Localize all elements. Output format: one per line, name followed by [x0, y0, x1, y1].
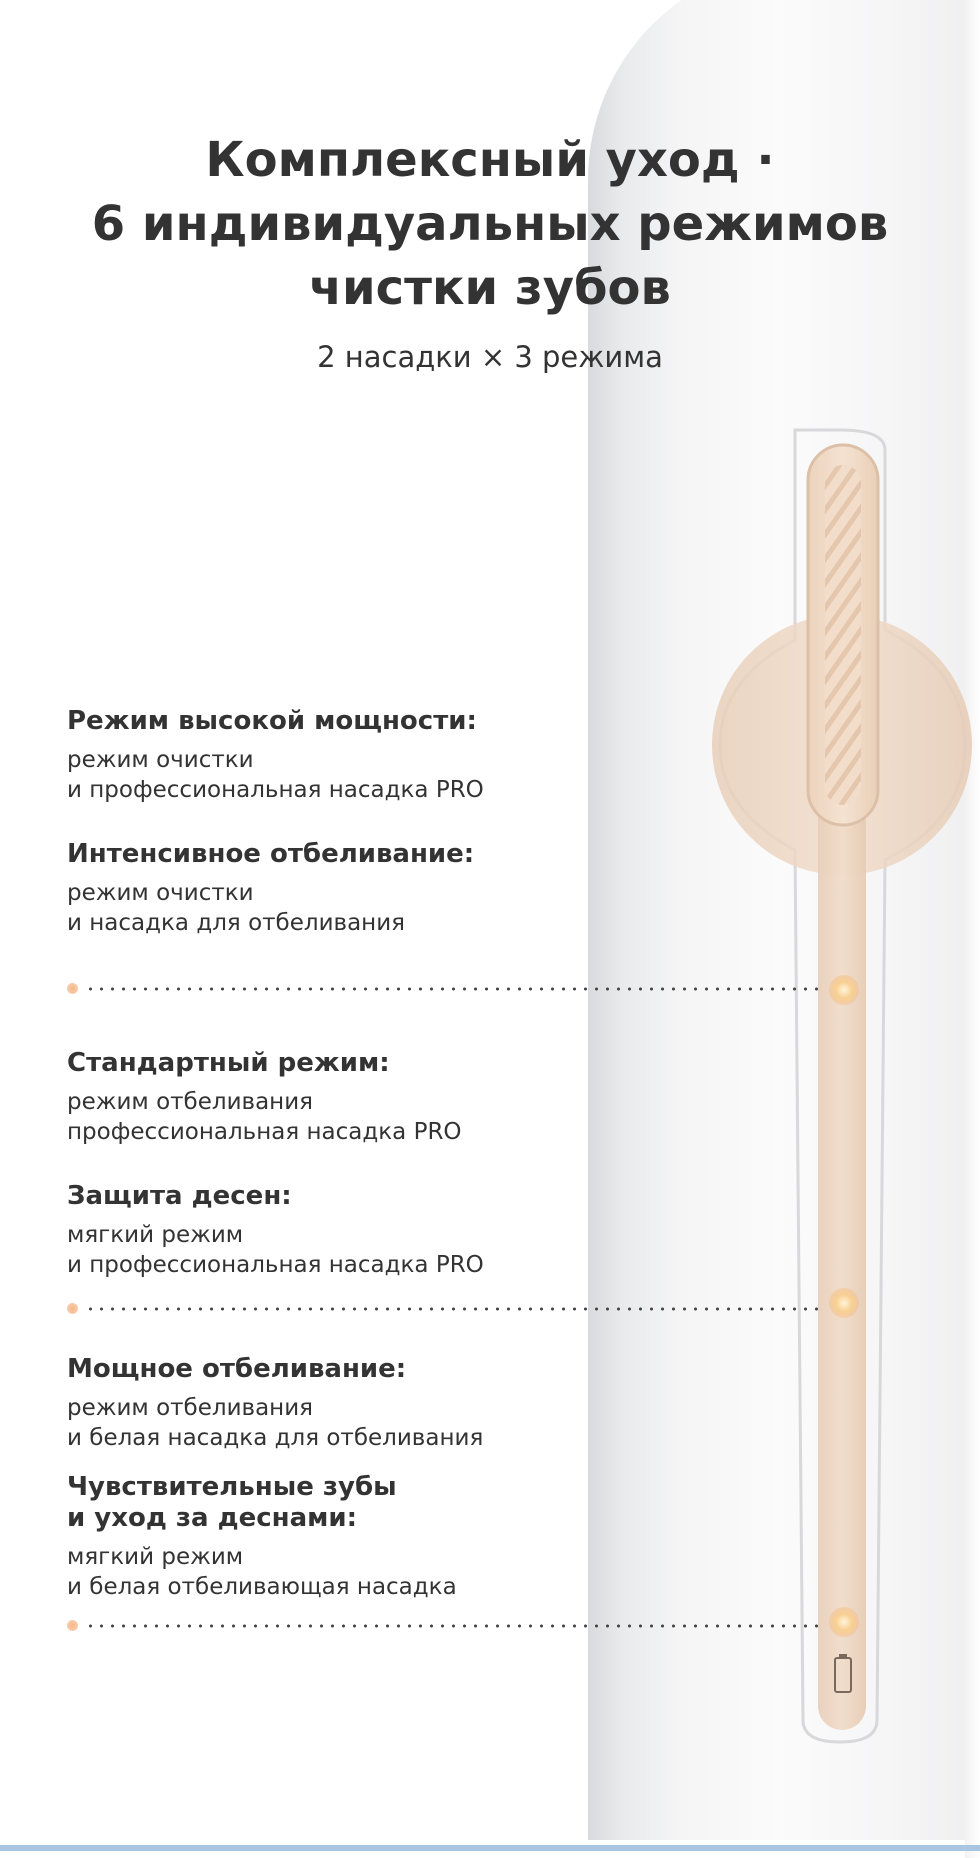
- connector-dot-icon: [67, 983, 78, 994]
- page-title: [0, 128, 980, 320]
- mode-intensive-whitening: [67, 839, 587, 938]
- mode-title: [67, 1472, 587, 1534]
- mode-description-line: и профессиональная насадка PRO: [67, 1252, 484, 1278]
- mode-title: Мощное отбеливание:: [67, 1354, 407, 1384]
- page-title-line: 6 индивидуальных режимов: [91, 196, 889, 252]
- mode-title: Стандартный режим:: [67, 1048, 390, 1078]
- mode-description-line: мягкий режим: [67, 1544, 244, 1570]
- mode-description: [67, 1220, 587, 1280]
- mode-description: [67, 1087, 587, 1147]
- mode-gum-protection: [67, 1181, 587, 1280]
- mode-sensitive-teeth: [67, 1472, 587, 1602]
- mode-title-line: Чувствительные зубы: [67, 1472, 397, 1502]
- mode-description: [67, 1393, 587, 1453]
- connector-line: [67, 1303, 829, 1315]
- connector-line: [67, 983, 829, 995]
- mode-description-line: режим очистки: [67, 880, 254, 906]
- mode-high-power: [67, 706, 587, 805]
- mode-title: Защита десен:: [67, 1181, 292, 1211]
- dotted-line: [85, 1624, 825, 1628]
- mode-title: Режим высокой мощности:: [67, 706, 477, 736]
- page-title-line: чистки зубов: [309, 260, 671, 316]
- indicator-light-icon: [829, 975, 859, 1005]
- mode-description: [67, 745, 587, 805]
- dotted-line: [85, 1307, 825, 1311]
- indicator-light-icon: [829, 1607, 859, 1637]
- mode-description: [67, 1542, 587, 1602]
- indicator-light-icon: [829, 1288, 859, 1318]
- mode-description-line: и белая насадка для отбеливания: [67, 1425, 484, 1451]
- mode-title: Интенсивное отбеливание:: [67, 839, 475, 869]
- mode-description: [67, 878, 587, 938]
- mode-description-line: режим очистки: [67, 747, 254, 773]
- bottom-divider: [0, 1845, 980, 1851]
- power-button-icon[interactable]: [808, 445, 878, 825]
- mode-description-line: профессиональная насадка PRO: [67, 1119, 462, 1145]
- mode-description-line: режим отбеливания: [67, 1395, 314, 1421]
- mode-power-whitening: [67, 1354, 587, 1453]
- page-title-line: Комплексный уход ·: [205, 132, 775, 188]
- connector-dot-icon: [67, 1620, 78, 1631]
- mode-title-line: и уход за деснами:: [67, 1503, 358, 1533]
- mode-description-line: и профессиональная насадка PRO: [67, 777, 484, 803]
- panel-strip: [818, 740, 866, 1730]
- dotted-line: [85, 987, 825, 991]
- mode-description-line: и белая отбеливающая насадка: [67, 1574, 457, 1600]
- mode-description-line: мягкий режим: [67, 1222, 244, 1248]
- mode-description-line: режим отбеливания: [67, 1089, 314, 1115]
- connector-dot-icon: [67, 1303, 78, 1314]
- mode-standard: [67, 1048, 587, 1147]
- connector-line: [67, 1620, 829, 1632]
- mode-description-line: и насадка для отбеливания: [67, 910, 406, 936]
- page-subtitle: 2 насадки × 3 режима: [317, 340, 663, 374]
